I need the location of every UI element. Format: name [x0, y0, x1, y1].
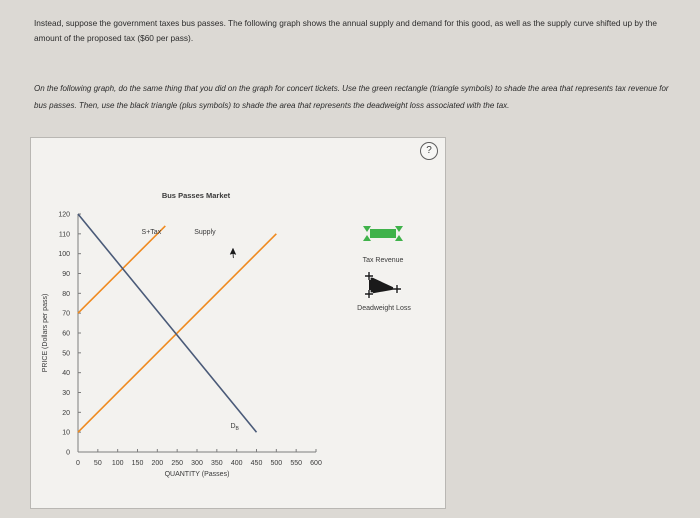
y-tick-label: 70 [62, 310, 70, 318]
x-tick-label: 200 [151, 460, 164, 467]
s-tax-curve[interactable] [78, 226, 165, 313]
x-tick-label: 250 [171, 460, 184, 467]
x-tick-label: 300 [191, 460, 203, 467]
intro-text: Instead, suppose the government taxes bus passes. The following graph shows the annual supply and demand for this good, as well as the supply curve shifted up by the amount of the proposed tax ($60 per pass). [34, 18, 657, 43]
black-triangle-icon [365, 272, 401, 298]
y-tick-label: 110 [58, 231, 70, 239]
curve-label: $D_B$ [230, 423, 239, 433]
y-tick-label: 20 [62, 409, 70, 417]
x-tick-label: 50 [93, 460, 102, 467]
chart-title: Bus Passes Market [161, 191, 231, 200]
x-tick-label: 550 [290, 460, 303, 467]
supply-curve[interactable] [78, 234, 276, 432]
y-axis-label: PRICE (Dollars per pass) [42, 293, 49, 373]
curve-label: S+Tax [141, 228, 162, 236]
x-tick-label: 350 [210, 460, 223, 467]
cursor-arrow-icon [229, 247, 240, 259]
x-tick-label: 400 [230, 460, 243, 467]
instructions-text: On the following graph, do the same thing that you did on the graph for concert tickets. Use the green rectangle (triangle symbols) to shade the area that represents tax revenue for bus passes. Then, use the black triangle (plus symbols) to shade the area that represents the deadweight loss associated with the tax. [34, 84, 669, 110]
y-tick-label: 10 [62, 429, 70, 437]
y-tick-label: 60 [62, 330, 70, 338]
x-tick-label: 450 [250, 460, 263, 467]
x-tick-label: 150 [131, 460, 144, 467]
deadweight-loss-tool[interactable] [357, 272, 411, 312]
deadweight-loss-label: Deadweight Loss [357, 305, 411, 312]
x-tick-label: 100 [111, 460, 124, 467]
tax-revenue-tool[interactable] [363, 226, 404, 264]
y-tick-label: 40 [62, 370, 70, 378]
db-curve[interactable] [78, 214, 257, 432]
green-rectangle-icon [363, 226, 403, 241]
x-tick-label: 600 [310, 460, 322, 467]
x-axis-label: QUANTITY (Passes) [164, 471, 230, 478]
y-tick-label: 50 [62, 350, 70, 358]
y-tick-label: 0 [66, 449, 70, 457]
x-tick-label: 500 [270, 460, 283, 467]
tax-revenue-label: Tax Revenue [362, 257, 404, 264]
y-tick-label: 30 [62, 390, 70, 397]
y-tick-label: 120 [58, 211, 70, 219]
curve-label: Supply [194, 228, 216, 236]
x-tick-label: 0 [76, 460, 80, 467]
y-tick-label: 90 [62, 271, 70, 278]
help-button[interactable]: ? [420, 142, 438, 160]
y-tick-label: 100 [58, 251, 70, 259]
y-tick-label: 80 [62, 290, 70, 298]
